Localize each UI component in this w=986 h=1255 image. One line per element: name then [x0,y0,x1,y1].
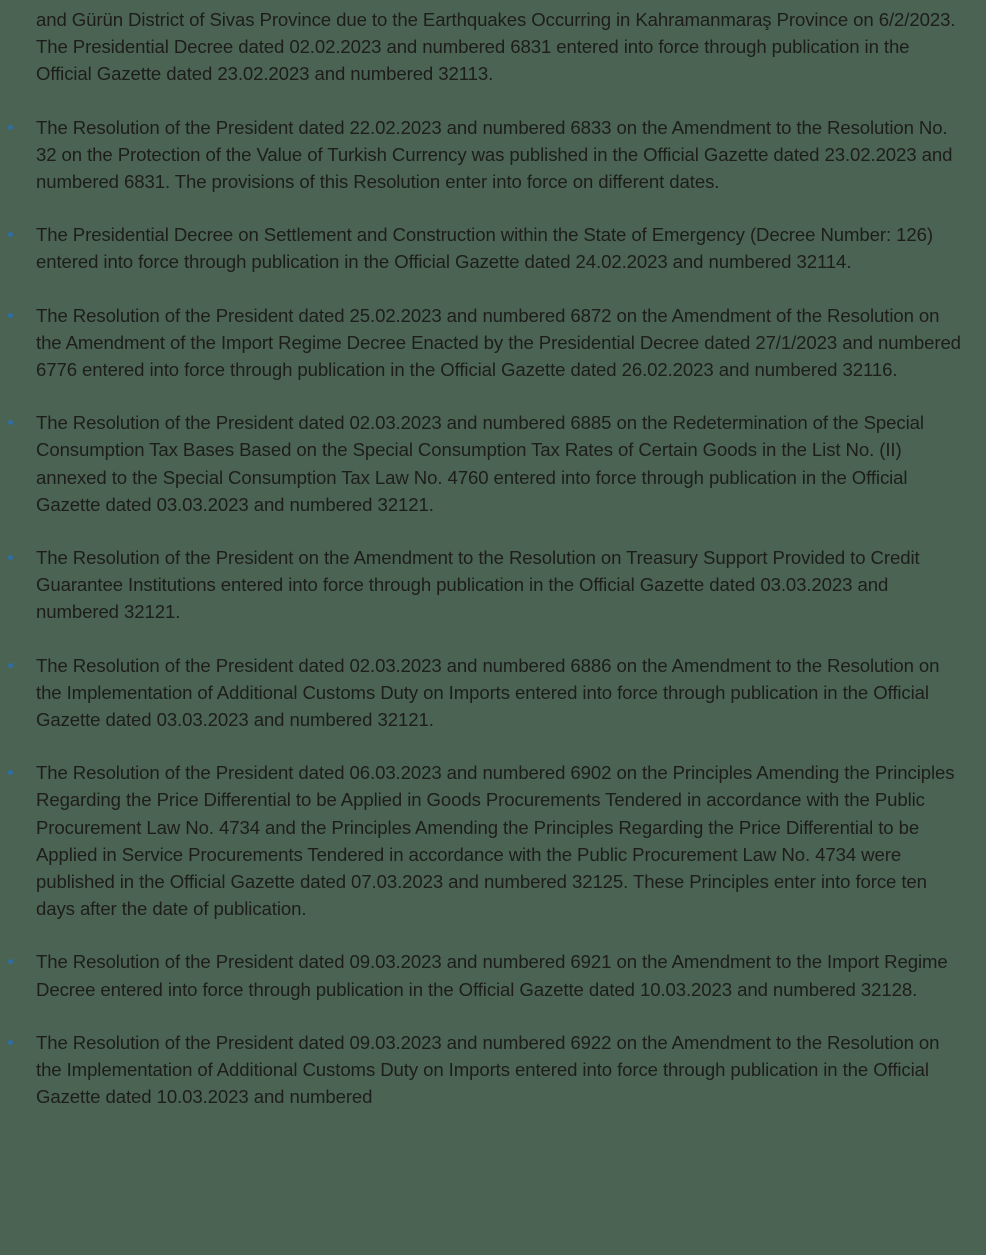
bullet-dot-icon [8,959,13,964]
bullet-dot-icon [8,770,13,775]
list-item-text: The Presidential Decree on Settlement and Construction within the State of Emergency (Decree Number: 126) entered into force through publication in the Official Gazette dated 24.02.2023 and numbered 32114. [36,224,933,273]
list-item [6,302,978,384]
list-item [6,114,978,196]
list-item [6,759,978,922]
list-item-text: The Resolution of the President dated 22.02.2023 and numbered 6833 on the Amendment to the Resolution No. 32 on the Protection of the Value of Turkish Currency was published in the Official Gazette dated 23.02.2023 and numbered 6831. The provisions of this Resolution enter into force on different dates. [36,116,953,193]
bullet-dot-icon [8,663,13,668]
bullet-dot-icon [8,420,13,425]
list-item-text: The Resolution of the President dated 09.03.2023 and numbered 6921 on the Amendment to the Import Regime Decree entered into force through publication in the Official Gazette dated 10.03.2023 and numbered 32128. [36,951,948,1000]
bullet-dot-icon [8,232,13,237]
list-item [6,221,978,275]
list-item [6,409,978,518]
list-item-text: The Resolution of the President dated 02.03.2023 and numbered 6886 on the Amendment to the Resolution on the Implementation of Additional Customs Duty on Imports entered into force through publication in the Official Gazette dated 03.03.2023 and numbered 32121. [36,654,940,731]
list-item-text: The Resolution of the President dated 02.03.2023 and numbered 6885 on the Redetermination of the Special Consumption Tax Bases Based on the Special Consumption Tax Rates of Certain Goods in the List No. (II) annexed to the Special Consumption Tax Law No. 4760 entered into force through publication in the Official Gazette dated 03.03.2023 and numbered 32121. [36,412,924,515]
list-item [6,652,978,734]
list-item [6,544,978,626]
bullet-list [6,114,978,1111]
list-item-text: The Resolution of the President dated 09.03.2023 and numbered 6922 on the Amendment to the Resolution on the Implementation of Additional Customs Duty on Imports entered into force through publication in the Official Gazette dated 10.03.2023 and numbered [36,1031,940,1108]
bullet-dot-icon [8,125,13,130]
list-item [6,1029,978,1111]
bullet-dot-icon [8,1040,13,1045]
list-item-text: The Resolution of the President dated 25.02.2023 and numbered 6872 on the Amendment of the Resolution on the Amendment of the Import Regime Decree Enacted by the Presidential Decree dated 27/1/2023 and numbered 6776 entered into force through publication in the Official Gazette dated 26.02.2023 and numbered 32116. [36,304,961,381]
list-item [6,948,978,1002]
bullet-dot-icon [8,313,13,318]
list-item-text: The Resolution of the President dated 06.03.2023 and numbered 6902 on the Principles Amending the Principles Regarding the Price Differential to be Applied in Goods Procurements Tendered in accordance with the Public Procurement Law No. 4734 and the Principles Amending the Principles Regarding the Price Differential to be Applied in Service Procurements Tendered in accordance with the Public Procurement Law No. 4734 were published in the Official Gazette dated 07.03.2023 and numbered 32125. These Principles enter into force ten days after the date of publication. [36,762,955,920]
continuation-paragraph: and Gürün District of Sivas Province due to the Earthquakes Occurring in Kahramanmaraş Province on 6/2/2023. The Presidential Decree dated 02.02.2023 and numbered 6831 entered into force through publication in the Official Gazette dated 23.02.2023 and numbered 32113. [36,9,956,85]
list-item-text: The Resolution of the President on the Amendment to the Resolution on Treasury Support Provided to Credit Guarantee Institutions entered into force through publication in the Official Gazette dated 03.03.2023 and numbered 32121. [36,547,920,623]
bullet-dot-icon [8,555,13,560]
